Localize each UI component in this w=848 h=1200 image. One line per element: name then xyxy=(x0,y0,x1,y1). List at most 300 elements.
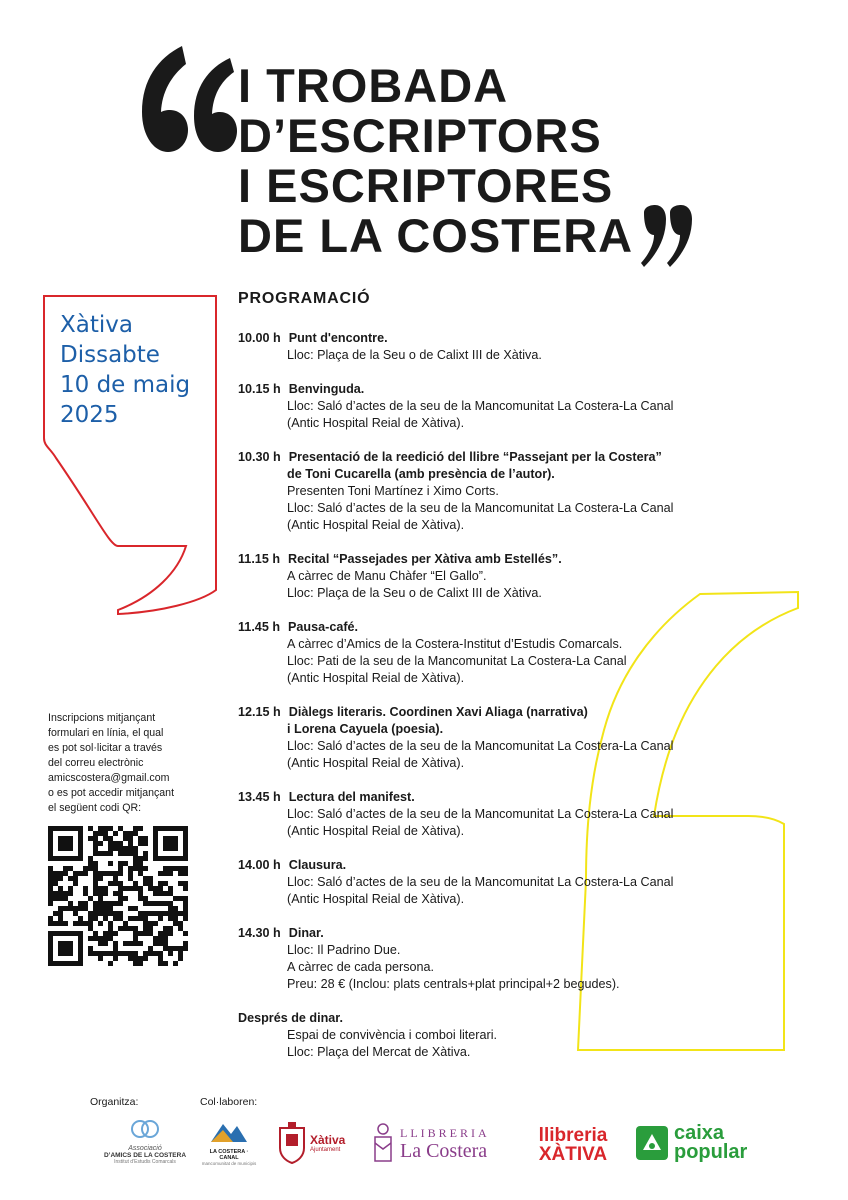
qr-module xyxy=(113,881,118,886)
entry-detail: Lloc: Saló d’actes de la seu de la Mancomunitat La Costera-La Canal xyxy=(287,739,674,753)
qr-module xyxy=(78,901,83,906)
xativa-line1: Xàtiva xyxy=(310,1133,346,1147)
qr-module xyxy=(168,926,173,931)
qr-module xyxy=(143,841,148,846)
qr-module xyxy=(93,881,98,886)
qr-module xyxy=(93,861,98,866)
xativa-line2: Ajuntament xyxy=(310,1147,341,1153)
qr-module xyxy=(108,951,113,956)
qr-module xyxy=(173,946,178,951)
qr-module xyxy=(148,886,153,891)
qr-module xyxy=(128,866,133,871)
organitza-label: Organitza: xyxy=(90,1096,139,1108)
qr-module xyxy=(48,896,53,901)
qr-module xyxy=(168,951,173,956)
qr-module xyxy=(83,901,88,906)
qr-module xyxy=(63,896,68,901)
qr-module xyxy=(123,851,128,856)
qr-module xyxy=(118,951,123,956)
qr-module xyxy=(163,911,168,916)
qr-module xyxy=(118,881,123,886)
qr-module xyxy=(113,901,118,906)
llibreria-costera-logo xyxy=(372,1118,512,1168)
qr-module xyxy=(93,876,98,881)
qr-module xyxy=(118,846,123,851)
qr-module xyxy=(48,901,53,906)
qr-module xyxy=(163,926,168,931)
llibreria-line2: La Costera xyxy=(400,1139,488,1162)
qr-module xyxy=(53,871,58,876)
entry-detail: Lloc: Pati de la seu de la Mancomunitat La Costera-La Canal xyxy=(287,654,627,668)
qr-module xyxy=(158,881,163,886)
entry-detail: Lloc: Plaça de la Seu o de Calixt III de Xàtiva. xyxy=(287,586,542,600)
qr-module xyxy=(63,866,68,871)
qr-module xyxy=(133,851,138,856)
qr-module xyxy=(133,936,138,941)
qr-module xyxy=(48,921,53,926)
qr-module xyxy=(53,921,58,926)
qr-module xyxy=(118,916,123,921)
qr-module xyxy=(133,916,138,921)
llibxat-line1: llibreria xyxy=(538,1125,608,1146)
qr-module xyxy=(158,961,163,966)
qr-module xyxy=(158,886,163,891)
qr-module xyxy=(133,826,138,831)
qr-module xyxy=(98,896,103,901)
qr-module xyxy=(68,866,73,871)
qr-module xyxy=(173,911,178,916)
qr-module xyxy=(158,931,163,936)
entry-time: 10.15 h xyxy=(238,382,281,396)
qr-module xyxy=(88,856,93,861)
qr-module xyxy=(58,916,63,921)
qr-module xyxy=(83,886,88,891)
qr-module xyxy=(153,901,158,906)
qr-module xyxy=(168,916,173,921)
event-date: 10 de maig xyxy=(60,372,191,398)
qr-module xyxy=(98,891,103,896)
qr-module xyxy=(93,911,98,916)
qr-module xyxy=(83,891,88,896)
qr-module xyxy=(93,846,98,851)
qr-module xyxy=(123,926,128,931)
qr-module xyxy=(103,936,108,941)
qr-module xyxy=(138,941,143,946)
qr-module xyxy=(138,841,143,846)
qr-module xyxy=(68,891,73,896)
qr-module xyxy=(158,901,163,906)
qr-module xyxy=(163,931,168,936)
qr-module xyxy=(113,941,118,946)
qr-module xyxy=(138,961,143,966)
program-entry xyxy=(238,381,798,432)
qr-module xyxy=(128,831,133,836)
qr-module xyxy=(183,866,188,871)
entry-title: Dinar. xyxy=(288,926,324,940)
qr-module xyxy=(58,871,63,876)
qr-module xyxy=(153,911,158,916)
qr-module xyxy=(138,931,143,936)
qr-module xyxy=(133,831,138,836)
qr-module xyxy=(98,911,103,916)
qr-module xyxy=(138,916,143,921)
qr-module xyxy=(128,886,133,891)
entry-time: 13.45 h xyxy=(238,790,281,804)
qr-module xyxy=(108,911,113,916)
entry-detail: Presenten Toni Martínez i Ximo Corts. xyxy=(287,484,499,498)
qr-module xyxy=(153,921,158,926)
qr-module xyxy=(158,891,163,896)
qr-module xyxy=(68,906,73,911)
qr-module xyxy=(98,871,103,876)
qr-module xyxy=(93,836,98,841)
qr-module xyxy=(143,876,148,881)
qr-module xyxy=(183,941,188,946)
qr-module xyxy=(93,931,98,936)
qr-module xyxy=(118,886,123,891)
qr-module xyxy=(173,896,178,901)
entry-detail: Espai de convivència i comboi literari. xyxy=(287,1028,497,1042)
qr-module xyxy=(93,871,98,876)
qr-module xyxy=(78,906,83,911)
qr-module xyxy=(98,901,103,906)
qr-module xyxy=(58,911,63,916)
qr-module xyxy=(103,851,108,856)
qr-module xyxy=(83,871,88,876)
qr-module xyxy=(103,901,108,906)
qr-module xyxy=(58,921,63,926)
llibreria-xativa-logo xyxy=(528,1118,618,1168)
qr-module xyxy=(163,936,168,941)
qr-module xyxy=(178,871,183,876)
qr-module xyxy=(88,921,93,926)
qr-module xyxy=(168,886,173,891)
amics-costera-logo xyxy=(90,1118,200,1168)
qr-module xyxy=(63,906,68,911)
qr-module xyxy=(123,831,128,836)
qr-module xyxy=(158,941,163,946)
qr-module xyxy=(178,866,183,871)
qr-module xyxy=(48,891,53,896)
qr-module xyxy=(163,941,168,946)
qr-module xyxy=(108,861,113,866)
qr-module xyxy=(128,876,133,881)
qr-module xyxy=(93,886,98,891)
qr-module xyxy=(113,951,118,956)
qr-module xyxy=(88,911,93,916)
program-entry xyxy=(238,551,798,602)
qr-module xyxy=(178,881,183,886)
qr-module xyxy=(158,916,163,921)
qr-module xyxy=(143,901,148,906)
entry-title: Diàlegs literaris. Coordinen Xavi Aliaga (narrativa) xyxy=(288,705,588,719)
qr-module xyxy=(88,836,93,841)
qr-module xyxy=(143,851,148,856)
qr-module xyxy=(88,936,93,941)
qr-module xyxy=(118,926,123,931)
entry-title: Lectura del manifest. xyxy=(288,790,415,804)
qr-module xyxy=(108,931,113,936)
qr-module xyxy=(178,911,183,916)
qr-module xyxy=(108,851,113,856)
qr-module xyxy=(88,896,93,901)
qr-module xyxy=(83,866,88,871)
qr-module xyxy=(108,936,113,941)
qr-module xyxy=(103,931,108,936)
qr-module xyxy=(143,911,148,916)
qr-module xyxy=(118,891,123,896)
qr-module xyxy=(68,886,73,891)
qr-module xyxy=(148,931,153,936)
qr-module xyxy=(93,951,98,956)
program-entry xyxy=(238,789,798,840)
qr-module xyxy=(93,831,98,836)
llibreria-line1: LLIBRERIA xyxy=(400,1125,490,1140)
entry-title: Recital “Passejades per Xàtiva amb Estellés”. xyxy=(288,552,562,566)
qr-module xyxy=(93,916,98,921)
qr-module xyxy=(63,871,68,876)
qr-module xyxy=(158,911,163,916)
costera-canal-logo xyxy=(200,1118,258,1168)
qr-module xyxy=(73,911,78,916)
qr-module xyxy=(143,931,148,936)
qr-module xyxy=(173,866,178,871)
qr-module xyxy=(178,921,183,926)
qr-module xyxy=(113,876,118,881)
entry-detail: Lloc: Saló d’actes de la seu de la Mancomunitat La Costera-La Canal xyxy=(287,875,674,889)
qr-module xyxy=(118,826,123,831)
program-list xyxy=(238,330,798,1078)
qr-module xyxy=(113,846,118,851)
qr-module xyxy=(153,886,158,891)
qr-module xyxy=(48,881,53,886)
qr-module xyxy=(48,916,53,921)
qr-module xyxy=(143,896,148,901)
qr-module xyxy=(108,836,113,841)
qr-module xyxy=(173,921,178,926)
qr-module xyxy=(128,956,133,961)
qr-module xyxy=(133,886,138,891)
qr-module xyxy=(88,951,93,956)
qr-module xyxy=(98,876,103,881)
entry-detail: (Antic Hospital Reial de Xàtiva). xyxy=(287,756,465,770)
event-year: 2025 xyxy=(60,402,119,428)
entry-time: 14.00 h xyxy=(238,858,281,872)
qr-module xyxy=(118,911,123,916)
program-entry xyxy=(238,449,798,534)
qr-module xyxy=(138,886,143,891)
qr-module xyxy=(173,906,178,911)
qr-module xyxy=(98,956,103,961)
qr-code[interactable] xyxy=(48,826,188,966)
qr-module xyxy=(103,916,108,921)
qr-module xyxy=(93,851,98,856)
qr-module xyxy=(153,941,158,946)
entry-title: Després de dinar. xyxy=(238,1011,343,1025)
qr-module xyxy=(148,921,153,926)
qr-module xyxy=(123,836,128,841)
qr-module xyxy=(128,836,133,841)
qr-module xyxy=(113,831,118,836)
event-place: Xàtiva xyxy=(60,312,133,338)
entry-title: Punt d'encontre. xyxy=(288,331,388,345)
qr-module xyxy=(103,886,108,891)
qr-module xyxy=(103,871,108,876)
qr-module xyxy=(48,886,53,891)
entry-title: Presentació de la reedició del llibre “Passejant per la Costera” xyxy=(288,450,662,464)
program-entry xyxy=(238,704,798,772)
qr-module xyxy=(143,856,148,861)
qr-module xyxy=(73,876,78,881)
qr-module xyxy=(78,921,83,926)
qr-module xyxy=(173,961,178,966)
qr-module xyxy=(93,901,98,906)
qr-module xyxy=(98,951,103,956)
qr-module xyxy=(103,826,108,831)
entry-title: Benvinguda. xyxy=(288,382,365,396)
qr-module xyxy=(168,901,173,906)
qr-module xyxy=(128,871,133,876)
qr-module xyxy=(148,946,153,951)
qr-module xyxy=(133,866,138,871)
qr-module xyxy=(133,906,138,911)
qr-module xyxy=(108,841,113,846)
qr-module xyxy=(163,961,168,966)
entry-detail: (Antic Hospital Reial de Xàtiva). xyxy=(287,671,465,685)
qr-module xyxy=(98,936,103,941)
entry-detail: Preu: 28 € (Inclou: plats centrals+plat principal+2 begudes). xyxy=(287,977,620,991)
qr-module xyxy=(108,846,113,851)
qr-module xyxy=(118,841,123,846)
qr-module xyxy=(58,886,63,891)
entry-detail: Lloc: Saló d’actes de la seu de la Mancomunitat La Costera-La Canal xyxy=(287,807,674,821)
qr-module xyxy=(158,936,163,941)
qr-module xyxy=(148,876,153,881)
amics-line1: Associació xyxy=(128,1145,162,1152)
qr-module xyxy=(103,831,108,836)
qr-module xyxy=(118,866,123,871)
qr-module xyxy=(88,866,93,871)
amics-line2: D’AMICS DE LA COSTERA xyxy=(103,1152,187,1159)
qr-module xyxy=(138,891,143,896)
qr-module xyxy=(163,901,168,906)
qr-module xyxy=(108,961,113,966)
qr-module xyxy=(143,881,148,886)
qr-module xyxy=(68,901,73,906)
entry-title: Pausa-café. xyxy=(288,620,359,634)
qr-module xyxy=(93,906,98,911)
qr-module xyxy=(98,826,103,831)
amics-mark-icon xyxy=(130,1118,160,1140)
qr-module xyxy=(78,916,83,921)
qr-module xyxy=(93,866,98,871)
qr-module xyxy=(138,856,143,861)
qr-module xyxy=(63,921,68,926)
qr-module xyxy=(108,826,113,831)
qr-module xyxy=(153,951,158,956)
qr-module xyxy=(113,911,118,916)
qr-module xyxy=(183,881,188,886)
opening-quote-icon xyxy=(138,40,238,170)
qr-module xyxy=(133,846,138,851)
registration-text: Inscripcions mitjançant formulari en línia, el qual es pot sol·licitar a través del correu electrònic amicscostera@gmail.com o es pot accedir mitjançant el següent codi QR: xyxy=(48,712,175,814)
entry-detail: Lloc: Saló d’actes de la seu de la Mancomunitat La Costera-La Canal xyxy=(287,501,674,515)
costera-line2: mancomunitat de municipis xyxy=(201,1161,257,1166)
qr-module xyxy=(68,876,73,881)
qr-module xyxy=(183,906,188,911)
qr-module xyxy=(143,956,148,961)
qr-module xyxy=(93,936,98,941)
qr-module xyxy=(163,891,168,896)
qr-module xyxy=(128,851,133,856)
qr-module xyxy=(178,956,183,961)
qr-module xyxy=(138,866,143,871)
qr-module xyxy=(153,936,158,941)
qr-module xyxy=(118,896,123,901)
qr-module xyxy=(168,906,173,911)
title-line-4: DE LA COSTERA xyxy=(238,209,634,262)
qr-module xyxy=(83,921,88,926)
qr-module xyxy=(183,931,188,936)
qr-module xyxy=(98,921,103,926)
qr-module xyxy=(108,926,113,931)
entry-detail: Lloc: Il Padrino Due. xyxy=(287,943,401,957)
qr-module xyxy=(58,896,63,901)
qr-module xyxy=(73,871,78,876)
qr-module xyxy=(118,901,123,906)
qr-module xyxy=(163,866,168,871)
title-line-1: I TROBADA xyxy=(238,59,509,112)
qr-module xyxy=(88,826,93,831)
title-line-2: D’ESCRIPTORS xyxy=(238,109,602,162)
entry-detail: (Antic Hospital Reial de Xàtiva). xyxy=(287,518,465,532)
qr-module xyxy=(168,891,173,896)
qr-module xyxy=(73,881,78,886)
qr-module xyxy=(133,861,138,866)
qr-module xyxy=(168,911,173,916)
qr-module xyxy=(98,941,103,946)
entry-detail: Lloc: Plaça de la Seu o de Calixt III de Xàtiva. xyxy=(287,348,542,362)
qr-module xyxy=(133,956,138,961)
qr-module xyxy=(98,851,103,856)
qr-module xyxy=(168,946,173,951)
qr-module xyxy=(63,891,68,896)
qr-module xyxy=(183,911,188,916)
qr-module xyxy=(143,951,148,956)
qr-module xyxy=(128,951,133,956)
entry-time: 12.15 h xyxy=(238,705,281,719)
entry-time: 10.30 h xyxy=(238,450,281,464)
entry-time: 11.15 h xyxy=(238,552,281,566)
entry-detail: Lloc: Plaça del Mercat de Xàtiva. xyxy=(287,1045,471,1059)
entry-detail: (Antic Hospital Reial de Xàtiva). xyxy=(287,824,465,838)
caixa-popular-logo xyxy=(636,1118,786,1168)
qr-module xyxy=(58,906,63,911)
entry-detail: (Antic Hospital Reial de Xàtiva). xyxy=(287,416,465,430)
entry-subtitle: i Lorena Cayuela (poesia). xyxy=(287,722,444,736)
qr-module xyxy=(73,921,78,926)
qr-module xyxy=(83,906,88,911)
qr-module xyxy=(113,916,118,921)
caixa-line1: caixa xyxy=(674,1122,725,1144)
qr-module xyxy=(123,941,128,946)
program-entry xyxy=(238,925,798,993)
qr-module xyxy=(88,926,93,931)
qr-module xyxy=(178,951,183,956)
entry-title: Clausura. xyxy=(288,858,347,872)
qr-module xyxy=(133,961,138,966)
qr-module xyxy=(138,956,143,961)
